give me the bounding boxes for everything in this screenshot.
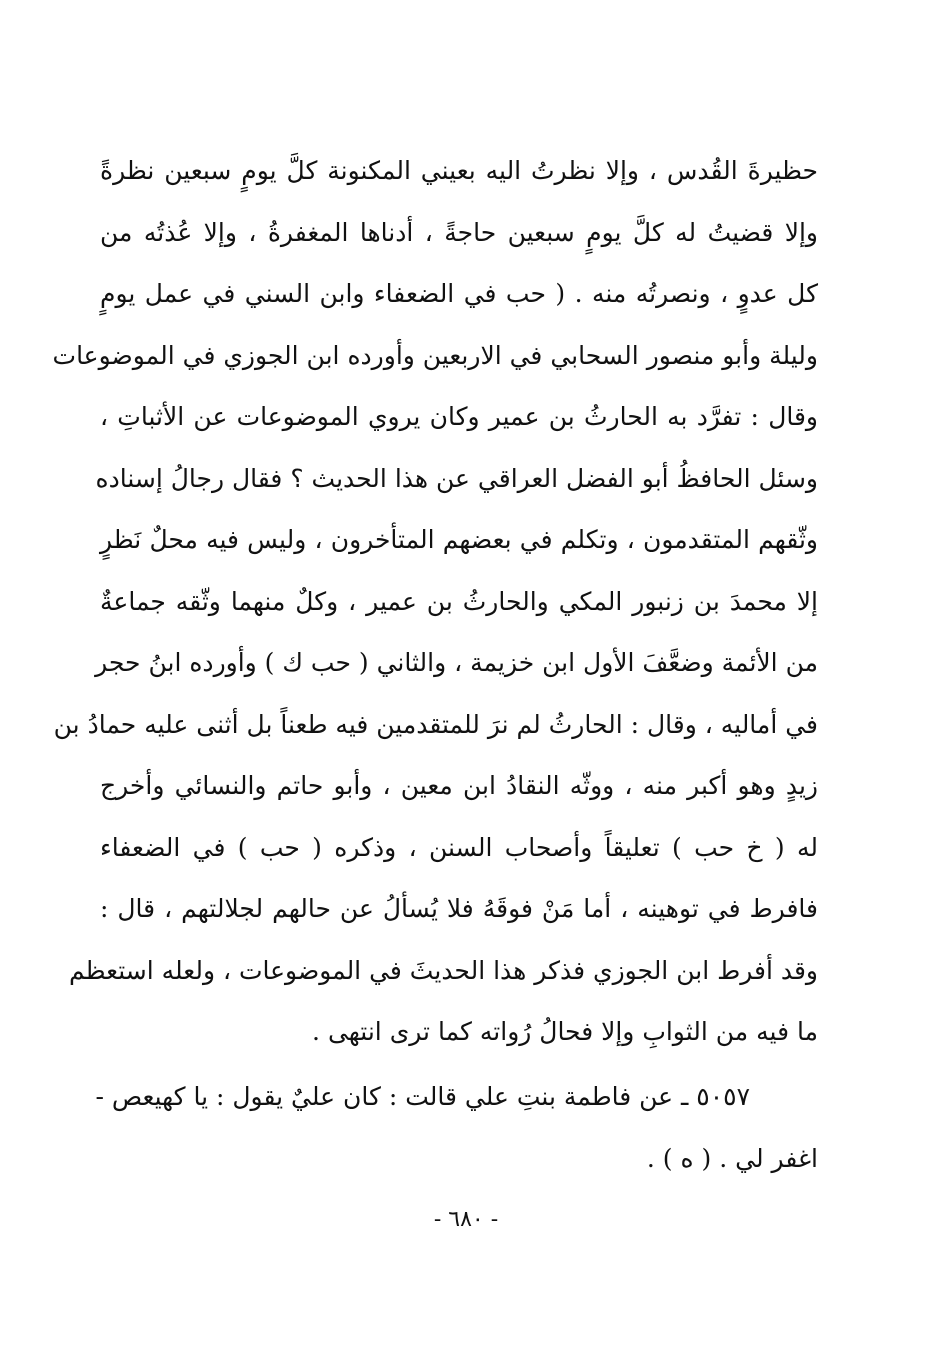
hadith-line: اغفر لي . ( ه ) . [646, 1144, 818, 1173]
text-line: فافرط في توهينه ، أما مَنْ فوقَهُ فلا يُسألُ عن حالهم لجلالتهم ، قال : [100, 894, 818, 923]
text-line: من الأئمة وضعَّفَ الأول ابن خزيمة ، والثاني ( حب ك ) وأورده ابنُ حجر [95, 648, 818, 677]
text-line: وقد أفرط ابن الجوزي فذكر هذا الحديثَ في الموضوعات ، ولعله استعظم [69, 955, 818, 985]
text-line: وإلا قضيتُ له كلَّ يومٍ سبعين حاجةً ، أدناها المغفرةُ ، وإلا عُذتُه من [100, 217, 818, 247]
hadith-entry [95, 1066, 818, 1190]
page-number: - ٦٨٠ - [433, 1207, 499, 1232]
body-text [52, 140, 818, 1063]
text-line: وثّقهم المتقدمون ، وتكلم في بعضهم المتأخرون ، وليس فيه محلٌ نَظرٍ [100, 525, 818, 554]
text-line: إلا محمدَ بن زنبور المكي والحارثُ بن عمير ، وكلٌ منهما وثّقه جماعةٌ [100, 586, 818, 616]
text-line: له ( خ حب ) تعليقاً وأصحاب السنن ، وذكره ( حب ) في الضعفاء [100, 832, 818, 862]
text-line: كل عدوٍ ، ونصرتُه منه . ( حب في الضعفاء وابن السني في عمل يومٍ [100, 279, 818, 308]
text-line: وسئل الحافظُ أبو الفضل العراقي عن هذا الحديث ؟ فقال رجالُ إسناده [95, 463, 818, 493]
text-line: ما فيه من الثوابِ وإلا فحالُ رُواته كما ترى انتهى . [312, 1017, 818, 1046]
text-line: في أماليه ، وقال : الحارثُ لم نرَ للمتقدمين فيه طعناً بل أثنى عليه حمادُ بن [53, 709, 818, 739]
text-line: زيدٍ وهو أكبر منه ، ووثّه النقادُ ابن معين ، وأبو حاتم والنسائي وأخرج [100, 771, 818, 800]
text-line: وقال : تفرَّد به الحارثُ بن عمير وكان يروي الموضوعات عن الأثباتِ ، [100, 402, 818, 431]
hadith-line: ٥٠٥٧ ـ عن فاطمة بنتِ علي قالت : كان عليٌ يقول : يا كهيعص - [95, 1082, 750, 1111]
text-line: حظيرةَ القُدس ، وإلا نظرتُ اليه بعيني المكنونة كلَّ يومٍ سبعين نظرةً [100, 156, 818, 185]
text-line: وليلة وأبو منصور السحابي في الاربعين وأورده ابن الجوزي في الموضوعات [52, 340, 818, 370]
